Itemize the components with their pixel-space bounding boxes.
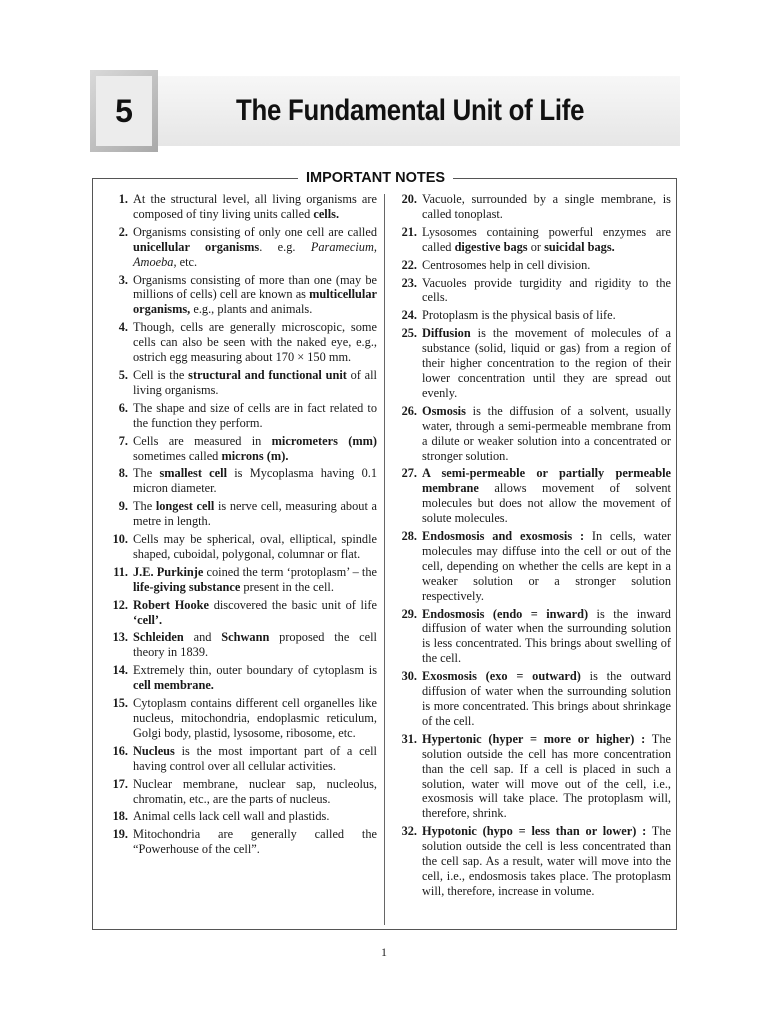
note-item xyxy=(100,777,377,807)
note-text xyxy=(417,258,671,273)
note-number: 18. xyxy=(112,809,128,824)
note-text-segment: cell membrane. xyxy=(133,678,214,693)
note-number: 14. xyxy=(112,663,128,678)
note-item xyxy=(389,669,671,729)
note-text-segment: multicellular organisms, xyxy=(133,287,377,317)
note-item xyxy=(389,308,671,323)
note-text-segment: is the most important part of a cell having control over all cellular activities. xyxy=(133,743,377,773)
note-text-segment: Centrosomes help in cell division. xyxy=(422,257,591,272)
note-text xyxy=(417,276,671,306)
note-text-segment: unicellular organisms xyxy=(133,239,260,254)
note-text-segment: . e.g. xyxy=(259,239,311,254)
note-text-segment: digestive bags xyxy=(454,239,528,254)
note-text-segment: is Mycoplasma having 0.1 micron diameter. xyxy=(133,466,377,496)
note-number: 15. xyxy=(112,696,128,711)
note-text-segment: The xyxy=(133,499,156,514)
note-text xyxy=(128,777,377,807)
note-number: 16. xyxy=(112,743,128,758)
note-text-segment: The shape and size of cells are in fact related to the function they perform. xyxy=(133,400,377,430)
note-text-segment: is the inward diffusion of water when the surrounding solution is less concentrated. This brings about swelling of the cell. xyxy=(422,606,671,666)
note-item xyxy=(100,368,377,398)
note-text-segment: allows movement of solvent molecules but does not allow the movement of solute molecules. xyxy=(422,481,671,526)
note-text-segment: present in the cell. xyxy=(240,579,334,594)
note-text-segment: Schwann xyxy=(221,630,270,645)
note-number: 24. xyxy=(401,308,417,323)
note-text-segment: e.g., plants and animals. xyxy=(190,302,313,317)
note-text xyxy=(128,630,377,660)
note-text xyxy=(417,607,671,667)
note-text-segment: is the outward diffusion of water when the surrounding solution is more concentrated. This brings about shrinkage of the cell. xyxy=(422,669,671,728)
note-text-segment: Osmosis xyxy=(422,403,466,418)
note-text xyxy=(128,225,377,270)
note-text-segment: coined the term ‘protoplasm’ – the xyxy=(203,564,378,579)
note-item xyxy=(389,607,671,667)
note-number: 9. xyxy=(118,499,128,514)
note-number: 13. xyxy=(112,630,128,645)
note-text-segment: Cells are measured in xyxy=(133,433,272,448)
note-item xyxy=(389,824,671,899)
note-text-segment: Cell is the xyxy=(133,367,189,382)
note-item xyxy=(389,192,671,222)
note-text-segment: The solution outside the cell is less concentrated than the cell sap. As a result, water will move into the cell, i.e., endosmosis takes place. The protoplasm will, therefore, increase in volume. xyxy=(422,824,671,898)
note-item xyxy=(100,192,377,222)
note-item xyxy=(389,225,671,255)
note-text-segment: life-giving substance xyxy=(133,579,241,594)
note-text xyxy=(128,499,377,529)
note-number: 6. xyxy=(118,400,128,415)
note-text-segment: Extremely thin, outer boundary of cytoplasm is xyxy=(133,663,377,678)
chapter-number-box xyxy=(90,70,158,152)
note-number: 22. xyxy=(401,257,417,272)
note-text-segment: Organisms consisting of only one cell are called xyxy=(133,224,377,239)
note-text xyxy=(128,565,377,595)
note-item xyxy=(389,404,671,464)
note-text xyxy=(128,663,377,693)
note-text xyxy=(417,529,671,604)
note-text-segment: Lysosomes containing powerful enzymes are called xyxy=(422,224,671,254)
note-item xyxy=(100,401,377,431)
note-number: 32. xyxy=(401,824,417,839)
note-item xyxy=(389,276,671,306)
note-text xyxy=(128,532,377,562)
notes-heading: IMPORTANT NOTES xyxy=(298,168,453,188)
note-item xyxy=(100,598,377,628)
note-number: 26. xyxy=(401,403,417,418)
note-text xyxy=(128,368,377,398)
note-text-segment: Endosmosis (endo = inward) xyxy=(422,606,589,621)
note-number: 12. xyxy=(112,597,128,612)
note-text xyxy=(128,320,377,365)
note-item xyxy=(100,225,377,270)
note-text-segment: Protoplasm is the physical basis of life. xyxy=(422,308,616,323)
note-item xyxy=(100,809,377,824)
note-text xyxy=(128,401,377,431)
note-text-segment: Cells may be spherical, oval, elliptical, spindle shaped, cuboidal, polygonal, columnar or flat. xyxy=(133,532,377,561)
note-text-segment: micrometers (mm) xyxy=(271,433,378,448)
note-text xyxy=(417,732,671,821)
note-text xyxy=(128,192,377,222)
note-number: 21. xyxy=(401,224,417,239)
note-text-segment: discovered the basic unit of life xyxy=(209,597,377,612)
note-text-segment: sometimes called xyxy=(133,448,222,463)
notes-column-right xyxy=(389,192,671,902)
note-text-segment: Paramecium, Amoeba, xyxy=(133,239,377,269)
note-text-segment: Mitochondria are generally called the “Powerhouse of the cell”. xyxy=(133,827,377,857)
note-text-segment: Cytoplasm contains different cell organelles like nucleus, mitochondria, endoplasmic reticulum, Golgi body, plastid, lysosome, ribosome, etc. xyxy=(133,696,377,740)
note-text-segment: In cells, water molecules may diffuse into the cell or out of the cell, depending on whether the cells are kept in a weaker solution or a stronger solution respectively. xyxy=(422,529,671,603)
chapter-number: 5 xyxy=(96,76,152,146)
page-number: 1 xyxy=(381,945,387,959)
note-text-segment: of all living organisms. xyxy=(133,367,377,397)
note-text-segment: The xyxy=(133,466,160,481)
note-number: 23. xyxy=(401,275,417,290)
note-text-segment: Hypertonic (hyper = more or higher) : xyxy=(422,731,646,746)
note-text-segment: A semi-permeable or partially permeable membrane xyxy=(422,466,671,496)
note-number: 10. xyxy=(112,532,128,547)
note-text-segment: Vacuoles provide turgidity and rigidity to the cells. xyxy=(422,275,671,305)
note-number: 30. xyxy=(401,669,417,684)
note-number: 2. xyxy=(118,224,128,239)
note-text-segment: Though, cells are generally microscopic, some cells can also be seen with the naked eye, e.g., ostrich egg measuring about 170 × 150 mm. xyxy=(133,320,377,365)
note-item xyxy=(100,744,377,774)
note-text-segment: smallest cell xyxy=(159,466,228,481)
note-item xyxy=(100,565,377,595)
note-text xyxy=(417,326,671,401)
note-item xyxy=(100,434,377,464)
note-item xyxy=(100,320,377,365)
note-text-segment: ‘cell’. xyxy=(133,612,163,627)
note-text-segment: Hypotonic (hypo = less than or lower) : xyxy=(422,824,647,839)
note-text xyxy=(128,466,377,496)
note-text-segment: The solution outside the cell has more concentration than the cell sap. If a cell is placed in such a solution, water will move out of the cell, i.e., exosmosis will take place. The protoplasm will, therefore, shrink. xyxy=(422,731,671,821)
note-text xyxy=(417,466,671,526)
note-item xyxy=(389,466,671,526)
note-number: 3. xyxy=(118,272,128,287)
note-item xyxy=(100,630,377,660)
note-text xyxy=(417,225,671,255)
note-item xyxy=(100,663,377,693)
note-text-segment: Robert Hooke xyxy=(133,597,209,612)
note-text xyxy=(128,434,377,464)
note-text xyxy=(128,744,377,774)
note-item xyxy=(100,466,377,496)
note-number: 31. xyxy=(401,731,417,746)
note-text-segment: microns (m). xyxy=(221,448,289,463)
note-text xyxy=(417,669,671,729)
note-number: 25. xyxy=(401,326,417,341)
note-number: 20. xyxy=(401,192,417,206)
note-text-segment: cells. xyxy=(313,206,340,221)
note-number: 28. xyxy=(401,529,417,544)
note-text-segment: Animal cells lack cell wall and plastids. xyxy=(133,809,330,824)
note-text-segment: is the diffusion of a solvent, usually water, through a semi-permeable membrane from a dilute or weaker solution into a concentrated or stronger solution. xyxy=(422,403,671,463)
note-text xyxy=(128,273,377,318)
column-divider xyxy=(384,194,385,925)
note-number: 8. xyxy=(118,466,128,481)
chapter-title: The Fundamental Unit of Life xyxy=(236,94,585,127)
note-text xyxy=(128,696,377,741)
note-text xyxy=(417,824,671,899)
note-number: 1. xyxy=(118,192,128,206)
note-number: 5. xyxy=(118,367,128,382)
note-text-segment: Vacuole, surrounded by a single membrane, is called tonoplast. xyxy=(422,192,671,221)
note-text-segment: Endosmosis and exosmosis : xyxy=(422,529,585,544)
note-number: 19. xyxy=(112,827,128,842)
note-text-segment: Exosmosis (exo = outward) xyxy=(422,669,581,684)
chapter-title-band xyxy=(158,76,680,146)
note-text-segment: Nuclear membrane, nuclear sap, nucleolus, chromatin, etc., are the parts of nucleus. xyxy=(133,776,377,806)
note-text xyxy=(128,598,377,628)
note-text-segment: etc. xyxy=(176,254,198,269)
note-number: 7. xyxy=(118,433,128,448)
note-text-segment: suicidal bags. xyxy=(544,239,615,254)
note-text xyxy=(417,192,671,222)
note-item xyxy=(100,532,377,562)
note-text-segment: is the movement of molecules of a substance (solid, liquid or gas) from a region of their higher concentration to the region of their lower concentration until they are spread out evenly. xyxy=(422,326,671,400)
note-text-segment: Nucleus xyxy=(133,743,175,758)
note-item xyxy=(100,827,377,857)
note-text-segment: longest cell xyxy=(155,499,215,514)
note-text-segment: J.E. Purkinje xyxy=(133,564,204,579)
note-text-segment: proposed the cell theory in 1839. xyxy=(133,630,377,660)
note-text-segment: At the structural level, all living organisms are composed of tiny living units called xyxy=(133,192,377,221)
note-item xyxy=(389,326,671,401)
note-text-segment: Diffusion xyxy=(422,326,471,341)
note-number: 11. xyxy=(113,564,128,579)
note-text-segment: Organisms consisting of more than one (may be millions of cells) cell are known as xyxy=(133,272,377,302)
note-text-segment: Schleiden xyxy=(133,630,184,645)
note-text xyxy=(417,404,671,464)
note-item xyxy=(100,273,377,318)
note-text xyxy=(128,809,377,824)
note-number: 29. xyxy=(401,606,417,621)
note-item xyxy=(100,696,377,741)
note-text xyxy=(128,827,377,857)
note-text xyxy=(417,308,671,323)
note-item xyxy=(389,258,671,273)
note-number: 4. xyxy=(118,320,128,335)
notes-column-left xyxy=(100,192,377,860)
note-item xyxy=(389,732,671,821)
note-text-segment: or xyxy=(527,239,545,254)
note-text-segment: structural and functional unit xyxy=(188,367,347,382)
note-number: 27. xyxy=(401,466,417,481)
note-item xyxy=(389,529,671,604)
note-number: 17. xyxy=(112,776,128,791)
note-text-segment: is nerve cell, measuring about a metre in length. xyxy=(133,499,377,529)
note-text-segment: and xyxy=(183,630,222,645)
note-item xyxy=(100,499,377,529)
